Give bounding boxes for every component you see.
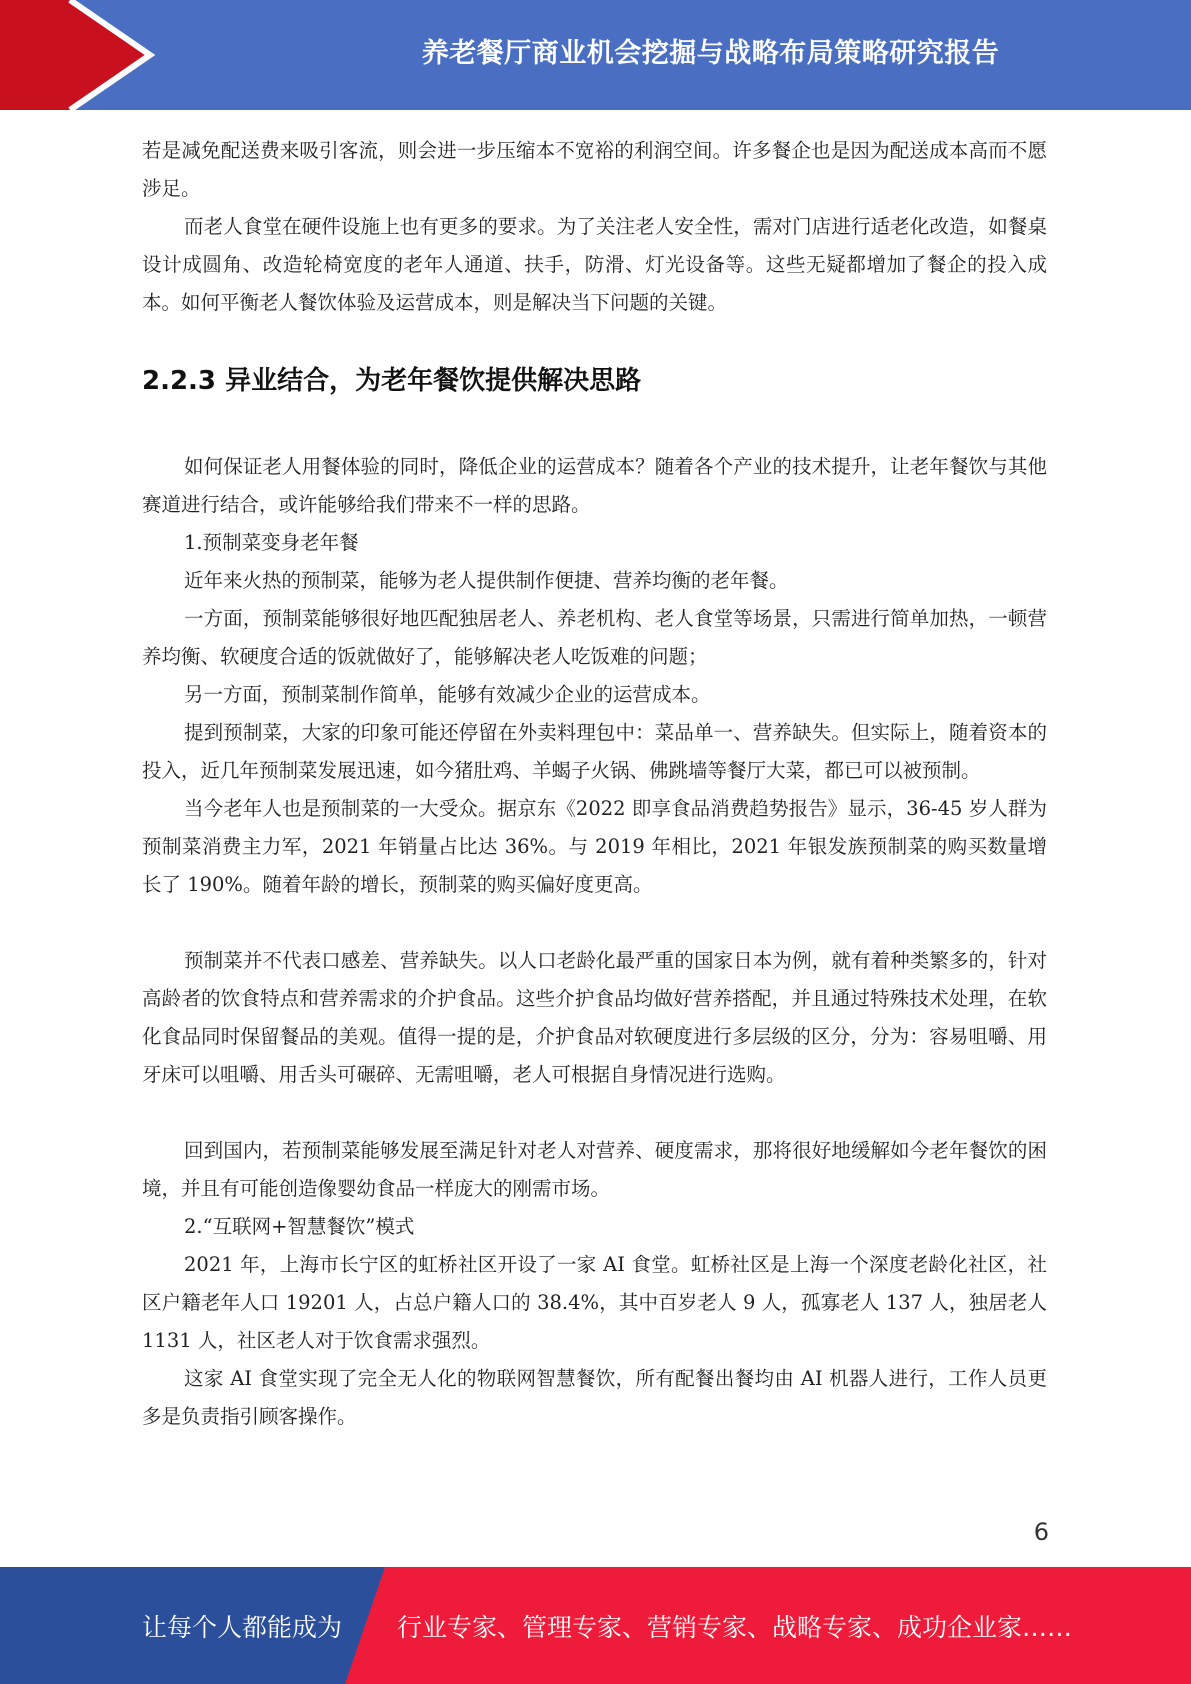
paragraph: 而老人食堂在硬件设施上也有更多的要求。为了关注老人安全性，需对门店进行适老化改造，如餐桌设计成圆角、改造轮椅宽度的老年人通道、扶手，防滑、灯光设备等。这些无疑都增加了餐企的投入成本。如何平衡老人餐饮体验及运营成本，则是解决当下问题的关键。 <box>142 215 1047 314</box>
paragraph: 提到预制菜，大家的印象可能还停留在外卖料理包中：菜品单一、营养缺失。但实际上，随着资本的投入，近几年预制菜发展迅速，如今猪肚鸡、羊蝎子火锅、佛跳墙等餐厅大菜，都已可以被预制。 <box>142 721 1047 782</box>
subheading-prepared-food: 1.预制菜变身老年餐 <box>184 531 359 554</box>
subheading-smart-dining: 2.“互联网+智慧餐饮”模式 <box>184 1215 415 1238</box>
page-footer <box>0 1567 1191 1684</box>
footer-slogan-left: 让每个人都能成为 <box>142 1612 343 1642</box>
paragraph: 这家 AI 食堂实现了完全无人化的物联网智慧餐饮，所有配餐出餐均由 AI 机器人进行，工作人员更多是负责指引顾客操作。 <box>142 1367 1047 1428</box>
paragraph: 如何保证老人用餐体验的同时，降低企业的运营成本？随着各个产业的技术提升，让老年餐饮与其他赛道进行结合，或许能够给我们带来不一样的思路。 <box>142 455 1047 516</box>
paragraph: 回到国内，若预制菜能够发展至满足针对老人对营养、硬度需求，那将很好地缓解如今老年餐饮的困境，并且有可能创造像婴幼食品一样庞大的刚需市场。 <box>142 1139 1047 1200</box>
page-number: 6 <box>1033 1518 1049 1546</box>
spacer <box>142 1094 1047 1132</box>
section-heading: 2.2.3 异业结合，为老年餐饮提供解决思路 <box>142 366 642 396</box>
paragraph: 2021 年，上海市长宁区的虹桥社区开设了一家 AI 食堂。虹桥社区是上海一个深度老龄化社区，社区户籍老年人口 19201 人，占总户籍人口的 38.4%，其中百岁老人 9 人，孤寡老人 137 人，独居老人 1131 人，社区老人对于饮食需求强烈。 <box>142 1253 1047 1352</box>
document-body <box>142 132 1047 1436</box>
paragraph: 另一方面，预制菜制作简单，能够有效减少企业的运营成本。 <box>184 683 711 706</box>
footer-slogan-right: 行业专家、管理专家、营销专家、战略专家、成功企业家…… <box>397 1612 1073 1642</box>
page-header <box>0 0 1191 110</box>
header-chevron-graphic <box>0 0 200 110</box>
paragraph: 当今老年人也是预制菜的一大受众。据京东《2022 即享食品消费趋势报告》显示，36-45 岁人群为预制菜消费主力军，2021 年销量占比达 36%。与 2019 年相比，2021 年银发族预制菜的购买数量增长了 190%。随着年龄的增长，预制菜的购买偏好度更高。 <box>142 797 1047 896</box>
paragraph: 一方面，预制菜能够很好地匹配独居老人、养老机构、老人食堂等场景，只需进行简单加热，一顿营养均衡、软硬度合适的饭就做好了，能够解决老人吃饭难的问题； <box>142 607 1047 668</box>
paragraph: 预制菜并不代表口感差、营养缺失。以人口老龄化最严重的国家日本为例，就有着种类繁多的，针对高龄者的饮食特点和营养需求的介护食品。这些介护食品均做好营养搭配，并且通过特殊技术处理，在软化食品同时保留餐品的美观。值得一提的是，介护食品对软硬度进行多层级的区分，分为：容易咀嚼、用牙床可以咀嚼、用舌头可碾碎、无需咀嚼，老人可根据自身情况进行选购。 <box>142 949 1047 1086</box>
paragraph-continued: 若是减免配送费来吸引客流，则会进一步压缩本不宽裕的利润空间。许多餐企也是因为配送成本高而不愿涉足。 <box>142 139 1047 200</box>
spacer <box>142 904 1047 942</box>
report-title: 养老餐厅商业机会挖掘与战略布局策略研究报告 <box>421 37 1000 69</box>
paragraph: 近年来火热的预制菜，能够为老人提供制作便捷、营养均衡的老年餐。 <box>184 569 789 592</box>
